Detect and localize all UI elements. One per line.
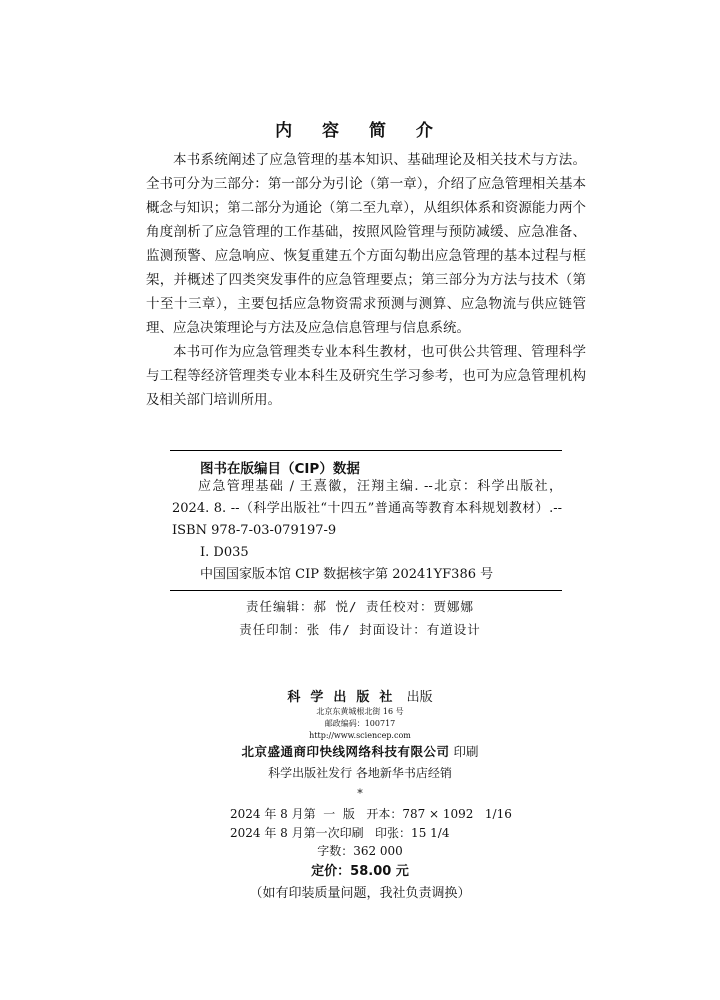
cip-classification: Ⅰ. D035: [200, 545, 249, 560]
production-credits-line: 责任印制：张 伟/ 封面设计：有道设计: [239, 622, 481, 637]
price: 定价：58.00 元: [311, 864, 409, 879]
word-count: 字数：362 000: [317, 844, 403, 858]
page-title: 内 容 简 介: [275, 121, 445, 141]
cip-verification-number: 中国国家版本馆 CIP 数据核字第 20241YF386 号: [200, 567, 494, 582]
publisher-address: 北京东黄城根北街 16 号: [316, 707, 404, 716]
intro-paragraph: 本书系统阐述了应急管理的基本知识、基础理论及相关技术与方法。全书可分为三部分：第一部分为引论（第一章），介绍了应急管理相关基本概念与知识；第二部分为通论（第二至九章），从组织体系和资源能力两个角度剖析了应急管理的工作基础，按照风险管理与预防减缓、应急准备、监测预警、应急响应、恢复重建五个方面勾勒出应急管理的基本过程与框架，并概述了四类突发事件的应急管理要点；第三部分为方法与技术（第十至十三章），主要包括应急物资需求预测与测算、应急物流与供应链管理、应急决策理论与方法及应急信息管理与信息系统。: [146, 152, 586, 336]
printer-line: [0, 742, 720, 760]
edition-line: 2024 年 8 月第 一 版 开本：787 × 1092 1/16: [230, 807, 512, 821]
publisher-url: http://www.sciencep.com: [309, 731, 411, 740]
cip-bottom-rule: [170, 590, 562, 591]
publisher-zipcode: 邮政编码：100717: [324, 719, 396, 728]
publisher-line: [0, 686, 720, 705]
printer-suffix: 印刷: [449, 744, 479, 759]
cip-title: 图书在版编目（CIP）数据: [200, 461, 360, 477]
quality-note: （如有印装质量问题，我社负责调换）: [249, 886, 471, 901]
separator-star: *: [357, 787, 363, 800]
printing-line: 2024 年 8 月第一次印刷 印张：15 1/4: [230, 826, 450, 840]
publisher-name: 科学出版社: [287, 690, 403, 705]
intro-section: [146, 148, 586, 412]
cip-top-rule: [170, 450, 562, 451]
cip-block: [172, 476, 562, 586]
cip-description: 应急管理基础 / 王熹徽，汪翔主编. --北京：科学出版社，2024. 8. --（科学出版社“十四五”普通高等教育本科规划教材）.--ISBN 978-7-03-079197-9: [172, 479, 562, 538]
distribution-line: 科学出版社发行 各地新华书店经销: [268, 766, 452, 780]
intro-paragraph: 本书可作为应急管理类专业本科生教材，也可供公共管理、管理科学与工程等经济管理类专业本科生及研究生学习参考，也可为应急管理机构及相关部门培训所用。: [146, 344, 586, 408]
publisher-suffix: 出版: [402, 690, 433, 705]
editor-credits-line: 责任编辑：郝 悦/ 责任校对：贾娜娜: [245, 599, 475, 614]
printer-name: 北京盛通商印快线网络科技有限公司: [241, 744, 450, 759]
